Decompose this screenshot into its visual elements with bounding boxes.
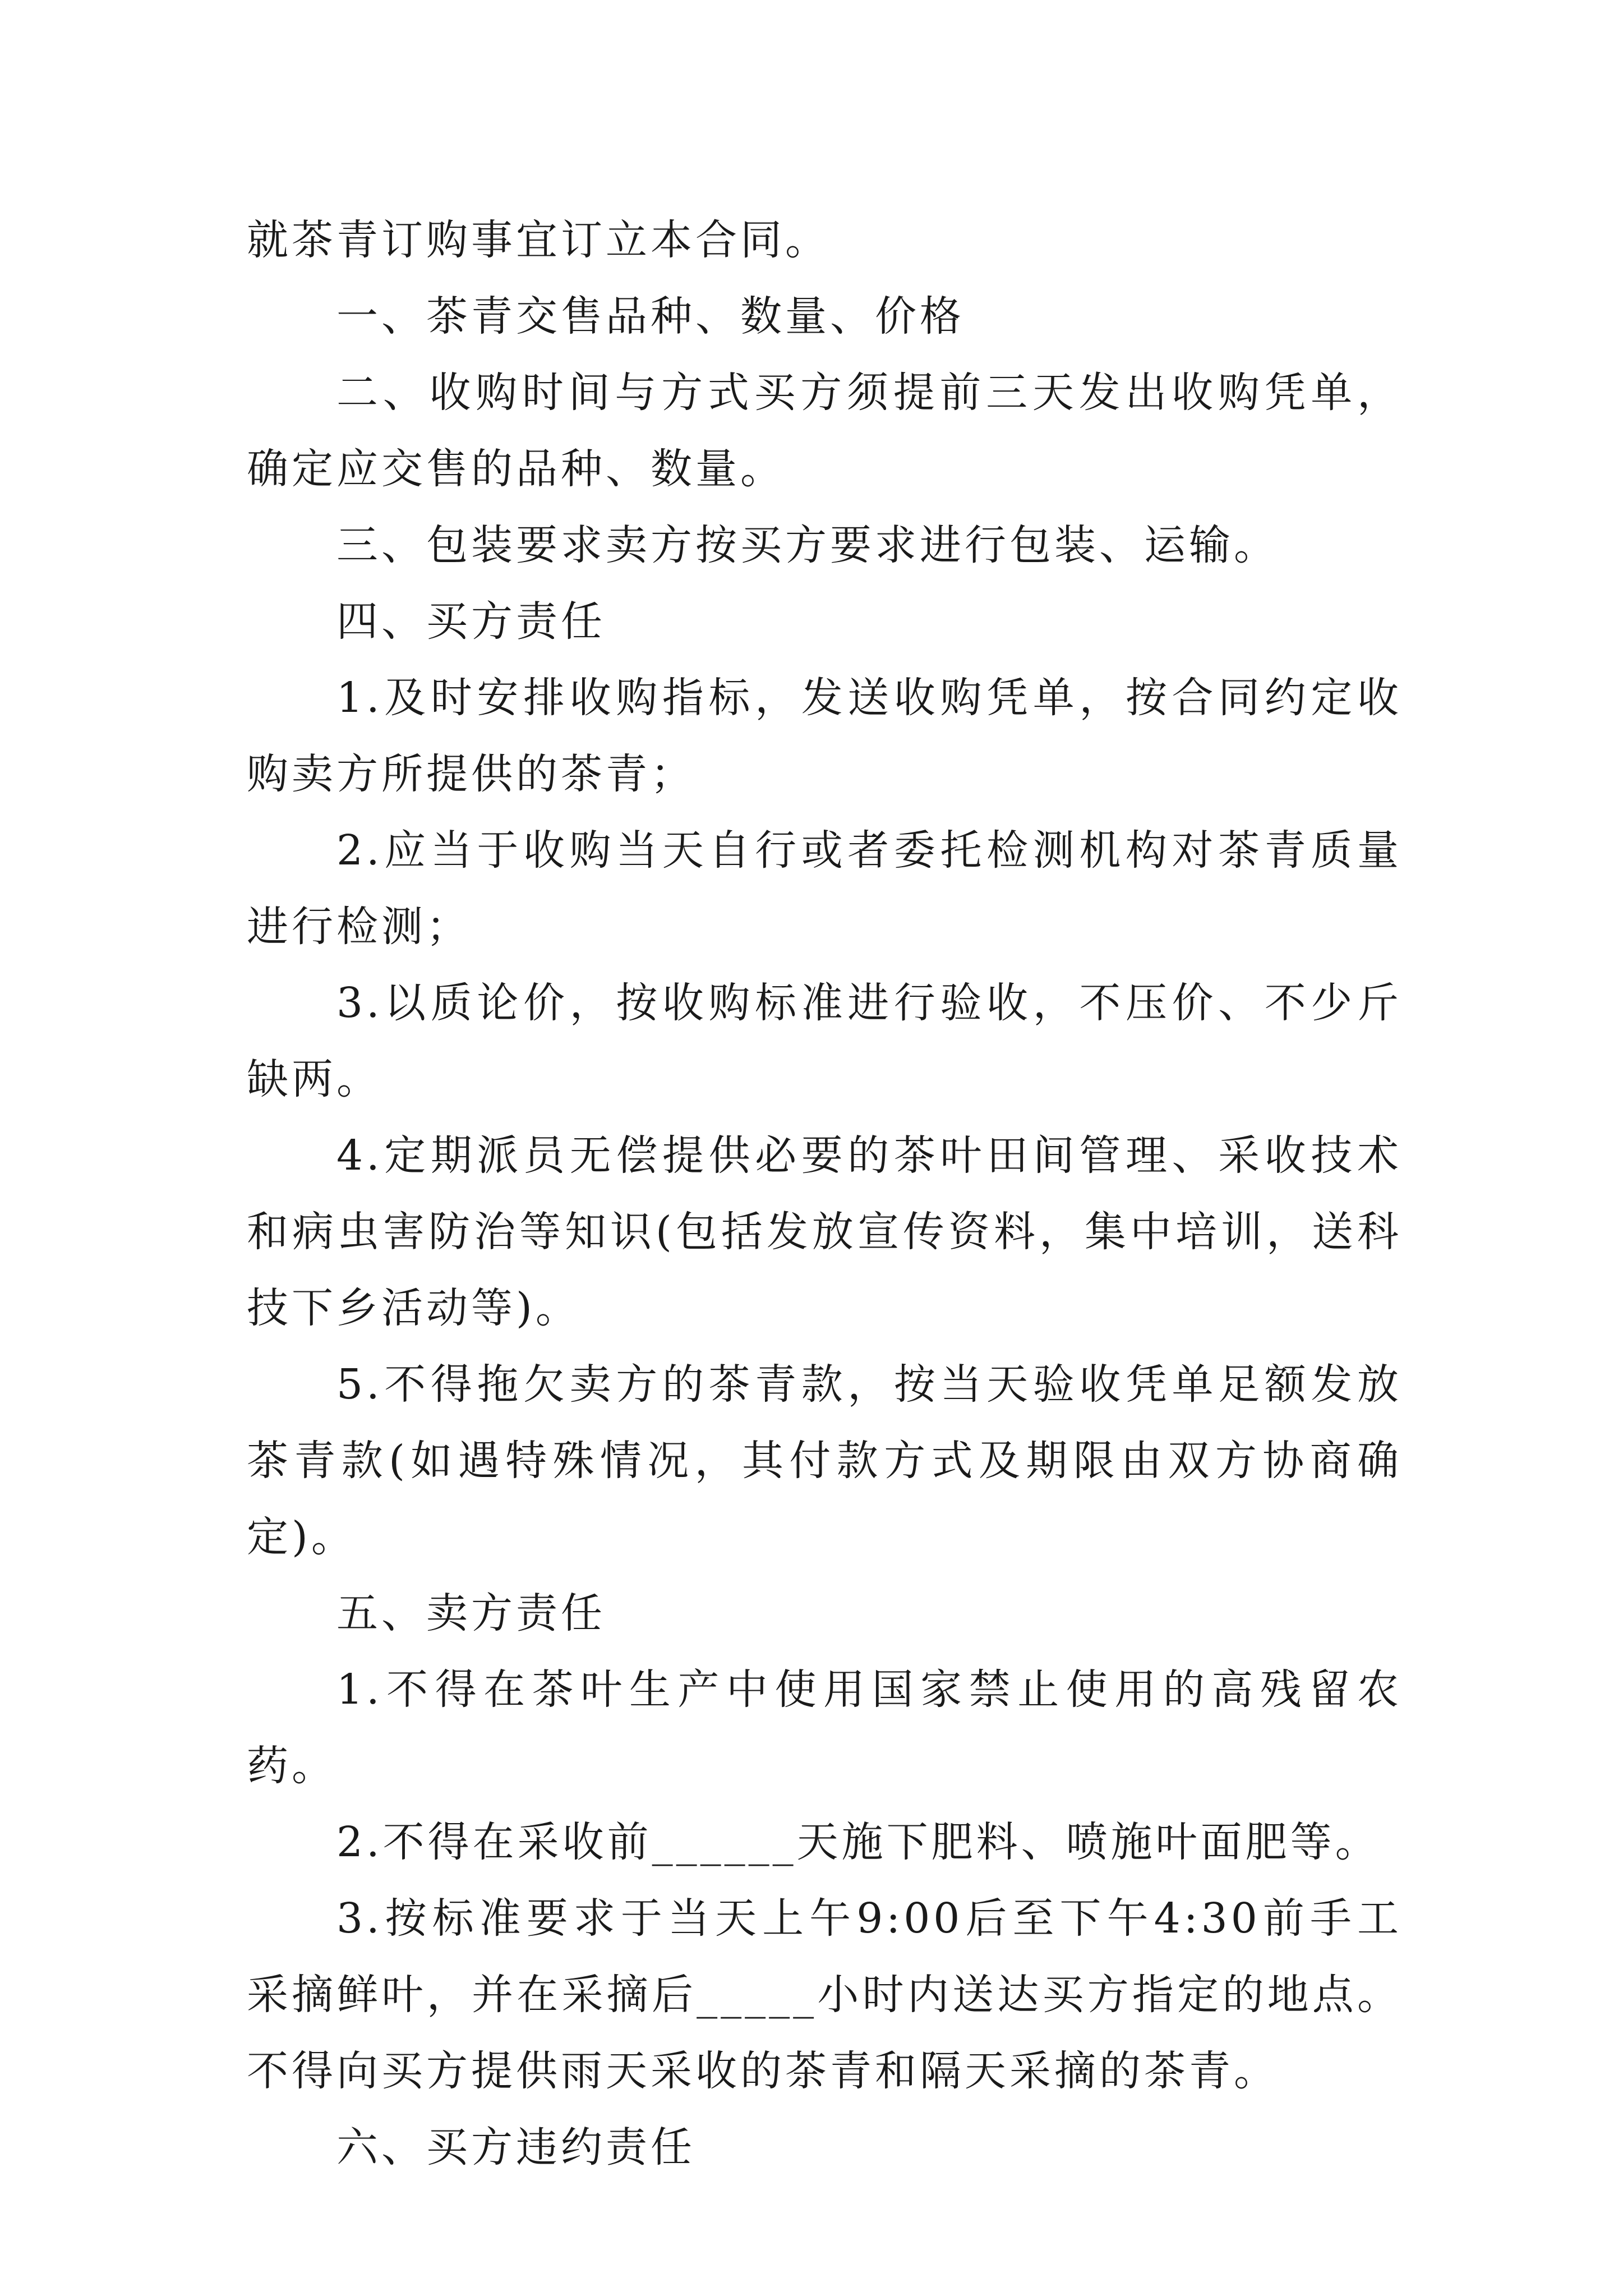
heading-section-1: 一、茶青交售品种、数量、价格: [336, 292, 965, 341]
list-item-buyer-4: 4.定期派员无偿提供必要的茶叶田间管理、采收技术和病虫害防治等知识(包括发放宣传资料，集中培训，送科技下乡活动等)。: [247, 1131, 1402, 1332]
heading-section-4: 四、买方责任: [336, 597, 606, 646]
heading-section-5: 五、卖方责任: [336, 1589, 606, 1637]
list-item-buyer-3: 3.以质论价，按收购标准进行验收，不压价、不少斤缺两。: [247, 979, 1402, 1103]
paragraph-section-2: 二、收购时间与方式买方须提前三天发出收购凭单，确定应交售的品种、数量。: [247, 369, 1402, 493]
list-item-seller-1: 1.不得在茶叶生产中使用国家禁止使用的高残留农药。: [247, 1665, 1402, 1790]
paragraph-intro: 就茶青订购事宜订立本合同。: [247, 216, 830, 264]
list-item-seller-3: 3.按标准要求于当天上午9:00后至下午4:30前手工采摘鲜叶，并在采摘后_____小时内送达买方指定的地点。不得向买方提供雨天采收的茶青和隔天采摘的茶青。: [247, 1894, 1402, 2095]
document-body: [247, 202, 1402, 2185]
list-item-buyer-5: 5.不得拖欠卖方的茶青款，按当天验收凭单足额发放茶青款(如遇特殊情况，其付款方式及期限由双方协商确定)。: [247, 1360, 1402, 1561]
heading-section-6: 六、买方违约责任: [336, 2123, 695, 2171]
paragraph-section-3: 三、包装要求卖方按买方要求进行包装、运输。: [336, 521, 1279, 569]
list-item-buyer-2: 2.应当于收购当天自行或者委托检测机构对茶青质量进行检测；: [247, 826, 1402, 951]
list-item-seller-2: 2.不得在采收前______天施下肥料、喷施叶面肥等。: [336, 1818, 1380, 1866]
list-item-buyer-1: 1.及时安排收购指标，发送收购凭单，按合同约定收购卖方所提供的茶青；: [247, 674, 1402, 798]
